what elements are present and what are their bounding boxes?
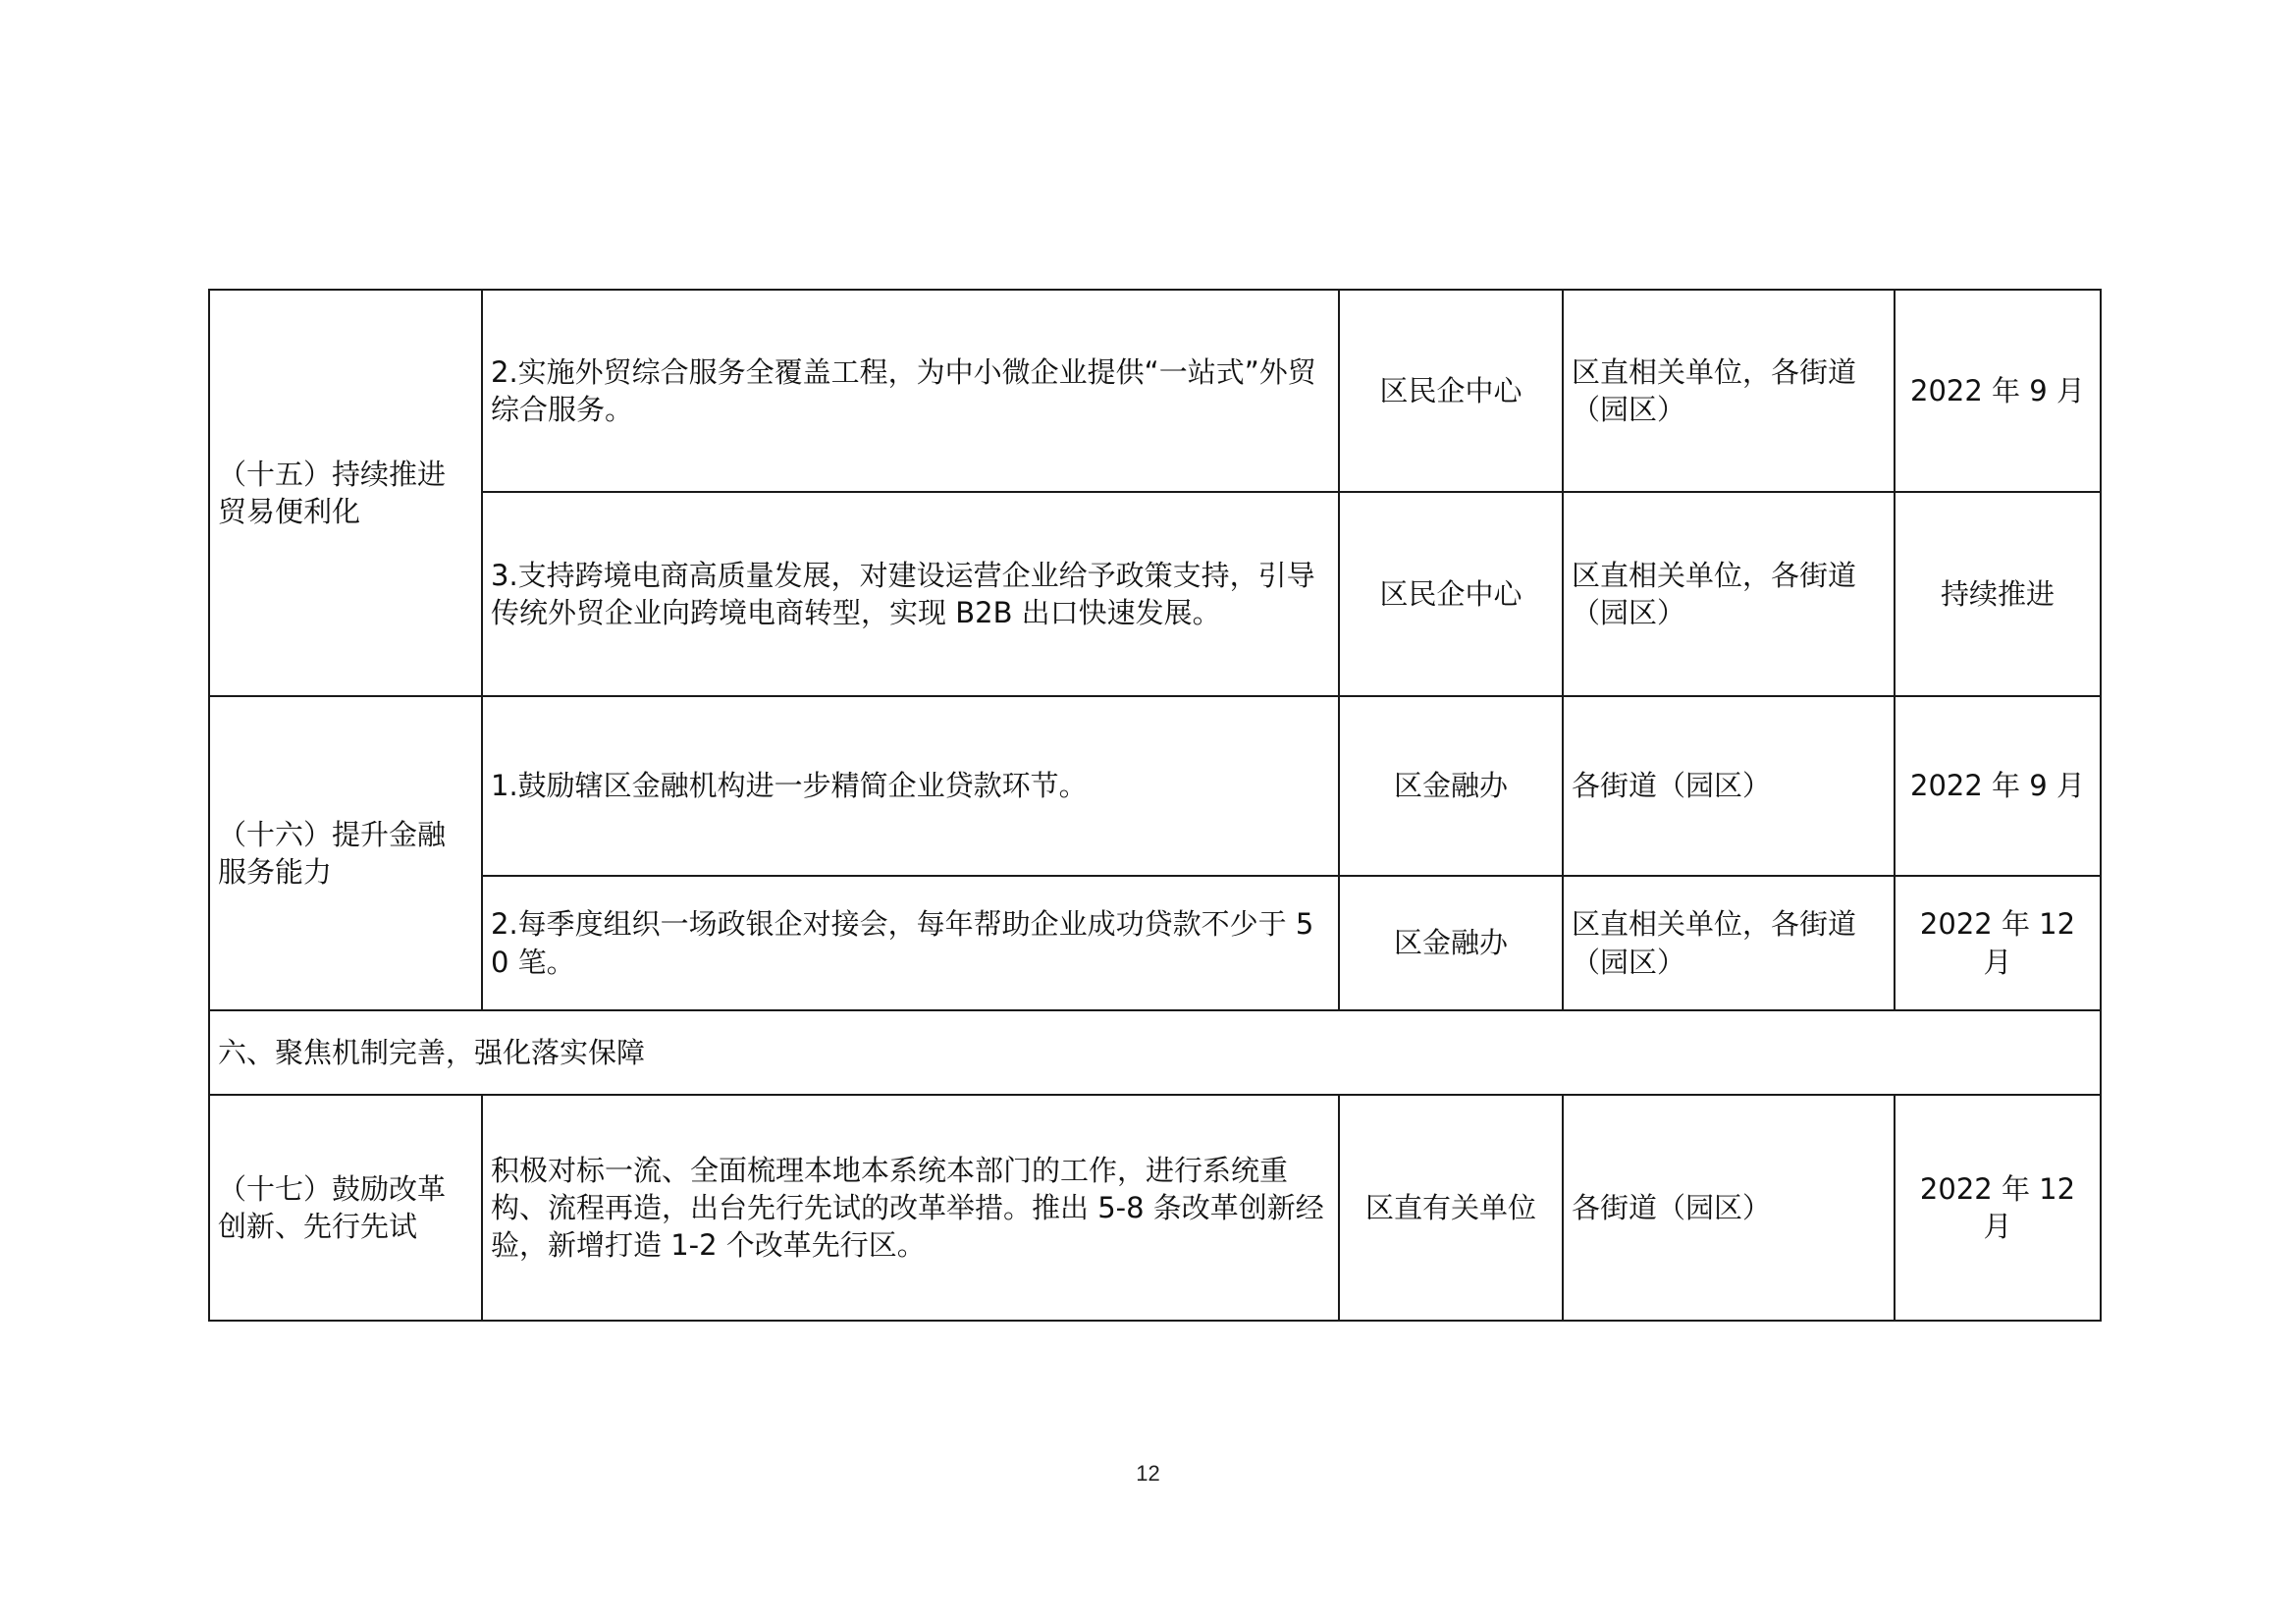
table-row	[209, 876, 2101, 1010]
task-cell: （十七）鼓励改革创新、先行先试	[209, 1095, 482, 1321]
measure-cell: 3.支持跨境电商高质量发展，对建设运营企业给予政策支持，引导传统外贸企业向跨境电商转型，实现 B2B 出口快速发展。	[482, 492, 1339, 696]
task-table	[208, 289, 2102, 1322]
table-row	[209, 1095, 2101, 1321]
deadline-cell: 2022 年 9 月	[1895, 290, 2101, 492]
measure-cell: 2.实施外贸综合服务全覆盖工程，为中小微企业提供“一站式”外贸综合服务。	[482, 290, 1339, 492]
deadline-cell: 2022 年 9 月	[1895, 696, 2101, 876]
section-heading: 六、聚焦机制完善，强化落实保障	[209, 1010, 2101, 1095]
section-row	[209, 1010, 2101, 1095]
table-row	[209, 696, 2101, 876]
deadline-cell: 持续推进	[1895, 492, 2101, 696]
deadline-cell: 2022 年 12 月	[1895, 876, 2101, 1010]
lead-unit-cell: 区金融办	[1339, 696, 1563, 876]
lead-unit-cell: 区民企中心	[1339, 290, 1563, 492]
table-row	[209, 290, 2101, 492]
table-row	[209, 492, 2101, 696]
measure-cell: 1.鼓励辖区金融机构进一步精简企业贷款环节。	[482, 696, 1339, 876]
deadline-cell: 2022 年 12 月	[1895, 1095, 2101, 1321]
page-number: 12	[1136, 1461, 1160, 1486]
task-cell: （十五）持续推进贸易便利化	[209, 290, 482, 696]
cooperating-unit-cell: 区直相关单位，各街道（园区）	[1563, 876, 1895, 1010]
task-cell: （十六）提升金融服务能力	[209, 696, 482, 1010]
measure-cell: 2.每季度组织一场政银企对接会，每年帮助企业成功贷款不少于 50 笔。	[482, 876, 1339, 1010]
cooperating-unit-cell: 各街道（园区）	[1563, 1095, 1895, 1321]
cooperating-unit-cell: 各街道（园区）	[1563, 696, 1895, 876]
lead-unit-cell: 区直有关单位	[1339, 1095, 1563, 1321]
cooperating-unit-cell: 区直相关单位，各街道（园区）	[1563, 290, 1895, 492]
lead-unit-cell: 区民企中心	[1339, 492, 1563, 696]
cooperating-unit-cell: 区直相关单位，各街道（园区）	[1563, 492, 1895, 696]
lead-unit-cell: 区金融办	[1339, 876, 1563, 1010]
measure-cell: 积极对标一流、全面梳理本地本系统本部门的工作，进行系统重构、流程再造，出台先行先试的改革举措。推出 5-8 条改革创新经验，新增打造 1-2 个改革先行区。	[482, 1095, 1339, 1321]
